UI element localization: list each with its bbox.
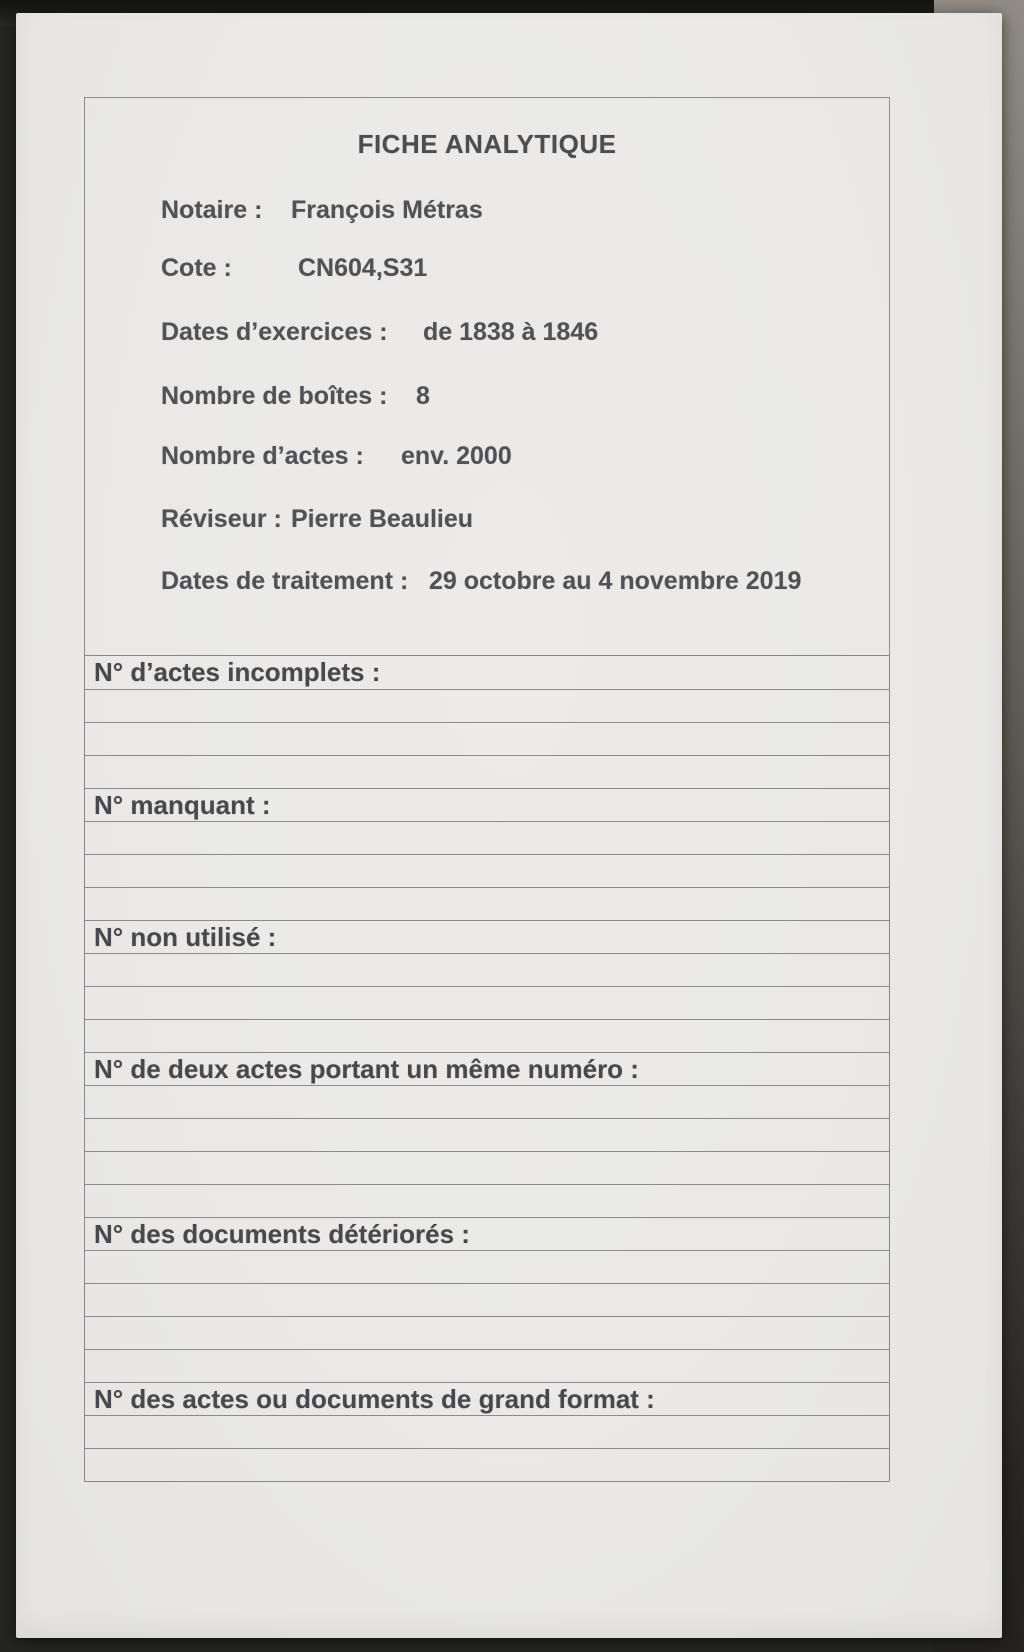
field-label: Cote :	[161, 254, 232, 282]
section-label: N° des actes ou documents de grand format :	[94, 1384, 655, 1414]
ruled-sections-table	[84, 655, 890, 1482]
section-label: N° de deux actes portant un même numéro :	[94, 1054, 639, 1084]
blank-ruled-row	[85, 689, 889, 722]
field-label: Nombre de boîtes :	[161, 382, 388, 410]
blank-ruled-row	[85, 1118, 889, 1151]
field-dates-exercices	[161, 318, 599, 346]
field-value: CN604,S31	[298, 254, 428, 282]
field-reviseur	[161, 505, 474, 533]
blank-ruled-row	[85, 1283, 889, 1316]
blank-ruled-row	[85, 1151, 889, 1184]
field-nombre-boites	[161, 382, 430, 410]
field-label: Dates d’exercices :	[161, 318, 388, 346]
form-title: FICHE ANALYTIQUE	[357, 129, 617, 159]
blank-ruled-row	[85, 1448, 889, 1481]
blank-ruled-row	[85, 953, 889, 986]
field-dates-traitement	[161, 567, 802, 595]
field-value: de 1838 à 1846	[423, 318, 599, 346]
field-label: Réviseur :	[161, 505, 282, 533]
field-value: Pierre Beaulieu	[291, 505, 474, 533]
section-header-row	[85, 788, 889, 821]
field-value: 8	[416, 382, 430, 410]
section-header-row	[85, 1382, 889, 1415]
blank-ruled-row	[85, 1184, 889, 1217]
section-label: N° manquant :	[94, 790, 271, 820]
blank-ruled-row	[85, 986, 889, 1019]
field-value: 29 octobre au 4 novembre 2019	[429, 567, 802, 595]
section-header-row	[85, 920, 889, 953]
field-cote	[161, 254, 428, 282]
field-label: Notaire :	[161, 196, 263, 224]
field-label: Dates de traitement :	[161, 567, 409, 595]
field-value: env. 2000	[401, 442, 512, 470]
blank-ruled-row	[85, 755, 889, 788]
blank-ruled-row	[85, 1415, 889, 1448]
section-header-row	[85, 1052, 889, 1085]
blank-ruled-row	[85, 854, 889, 887]
document-page	[16, 13, 1002, 1638]
blank-ruled-row	[85, 887, 889, 920]
blank-ruled-row	[85, 1316, 889, 1349]
form-header-box	[84, 97, 890, 655]
field-value: François Métras	[291, 196, 483, 224]
blank-ruled-row	[85, 722, 889, 755]
section-header-row	[85, 1217, 889, 1250]
section-label: N° non utilisé :	[94, 922, 277, 952]
field-nombre-actes	[161, 442, 512, 470]
blank-ruled-row	[85, 1250, 889, 1283]
blank-ruled-row	[85, 1349, 889, 1382]
section-header-row	[85, 656, 889, 689]
blank-ruled-row	[85, 821, 889, 854]
section-label: N° d’actes incomplets :	[94, 657, 381, 687]
section-label: N° des documents détériorés :	[94, 1219, 470, 1249]
blank-ruled-row	[85, 1019, 889, 1052]
blank-ruled-row	[85, 1085, 889, 1118]
field-notaire	[161, 196, 483, 224]
field-label: Nombre d’actes :	[161, 442, 364, 470]
